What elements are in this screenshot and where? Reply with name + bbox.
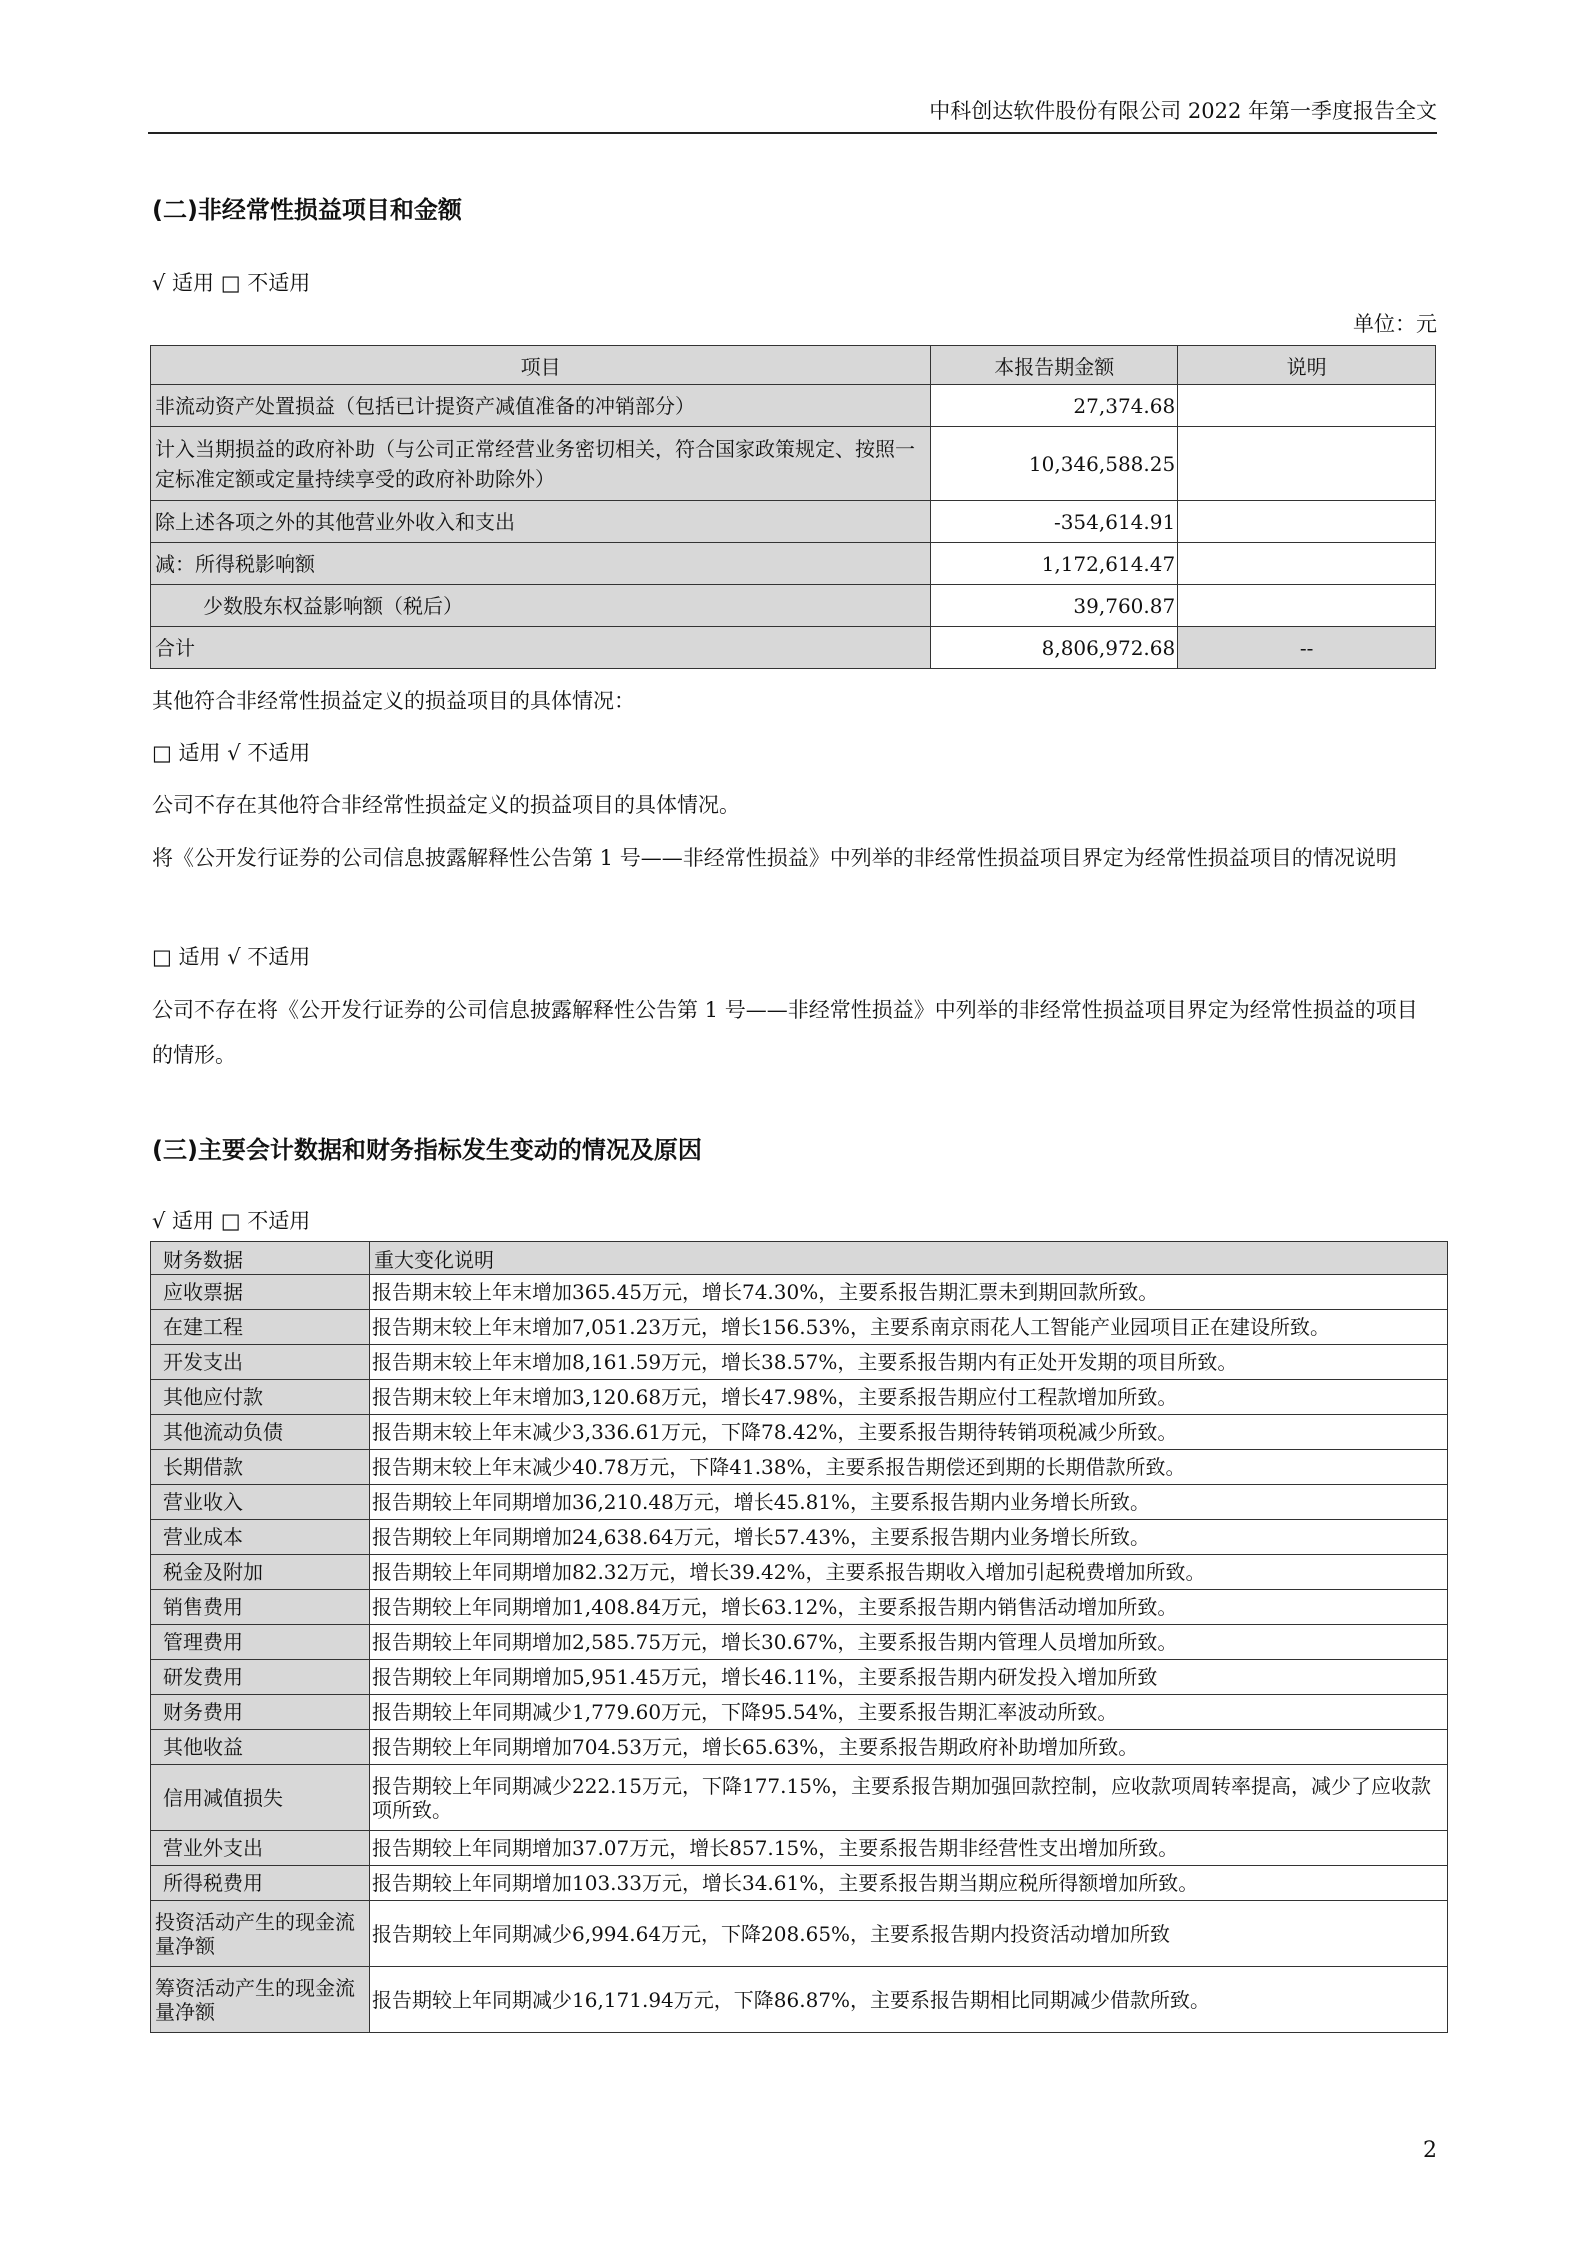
table-row [151, 543, 1436, 585]
row-financial-item: 营业收入 [151, 1485, 370, 1520]
table-row [151, 1555, 1448, 1590]
financial-changes-table [150, 1241, 1448, 2033]
table-row [151, 501, 1436, 543]
row-note [1178, 385, 1436, 427]
table-row [151, 585, 1436, 627]
row-change-description: 报告期末较上年末增加7,051.23万元，增长156.53%，主要系南京雨花人工智能产业园项目正在建设所致。 [370, 1310, 1448, 1345]
row-change-description: 报告期较上年同期增加5,951.45万元，增长46.11%，主要系报告期内研发投入增加所致 [370, 1660, 1448, 1695]
row-amount: 1,172,614.47 [931, 543, 1178, 585]
table-row [151, 1660, 1448, 1695]
table-row [151, 1485, 1448, 1520]
row-financial-item: 在建工程 [151, 1310, 370, 1345]
table-header-row [151, 346, 1436, 385]
nonrecurring-table [150, 345, 1436, 669]
row-item: 非流动资产处置损益（包括已计提资产减值准备的冲销部分） [151, 385, 931, 427]
row-financial-item: 研发费用 [151, 1660, 370, 1695]
row-change-description: 报告期末较上年末增加3,120.68万元，增长47.98%，主要系报告期应付工程款增加所致。 [370, 1380, 1448, 1415]
section3-heading: (三)主要会计数据和财务指标发生变动的情况及原因 [152, 1136, 702, 1164]
row-financial-item: 投资活动产生的现金流量净额 [151, 1901, 370, 1967]
row-amount: 27,374.68 [931, 385, 1178, 427]
table-row [151, 1520, 1448, 1555]
paragraph-other-items: 其他符合非经常性损益定义的损益项目的具体情况： [152, 689, 635, 713]
row-financial-item: 营业外支出 [151, 1831, 370, 1866]
row-change-description: 报告期较上年同期增加1,408.84万元，增长63.12%，主要系报告期内销售活动增加所致。 [370, 1590, 1448, 1625]
table-row [151, 1380, 1448, 1415]
row-change-description: 报告期较上年同期减少16,171.94万元，下降86.87%，主要系报告期相比同期减少借款所致。 [370, 1967, 1448, 2033]
row-change-description: 报告期末较上年末增加8,161.59万元，增长38.57%，主要系报告期内有正处开发期的项目所致。 [370, 1345, 1448, 1380]
paragraph-applicability: □ 适用 √ 不适用 [152, 945, 311, 969]
table-row [151, 1590, 1448, 1625]
col-header-item: 项目 [151, 346, 931, 385]
section3-applicability: √ 适用 □ 不适用 [152, 1209, 311, 1233]
row-change-description: 报告期较上年同期减少6,994.64万元，下降208.65%，主要系报告期内投资活动增加所致 [370, 1901, 1448, 1967]
table-row [151, 1967, 1448, 2033]
row-change-description: 报告期较上年同期增加36,210.48万元，增长45.81%，主要系报告期内业务增长所致。 [370, 1485, 1448, 1520]
row-change-description: 报告期末较上年末增加365.45万元，增长74.30%，主要系报告期汇票未到期回款所致。 [370, 1275, 1448, 1310]
table-row [151, 1310, 1448, 1345]
col-header-change-description: 重大变化说明 [370, 1242, 1448, 1275]
row-financial-item: 信用减值损失 [151, 1765, 370, 1831]
row-change-description: 报告期较上年同期减少1,779.60万元，下降95.54%，主要系报告期汇率波动所致。 [370, 1695, 1448, 1730]
row-amount: 39,760.87 [931, 585, 1178, 627]
paragraph-applicability: □ 适用 √ 不适用 [152, 741, 311, 765]
row-item: 合计 [151, 627, 931, 669]
table-total-row [151, 627, 1436, 669]
table-row [151, 1901, 1448, 1967]
row-note: -- [1178, 627, 1436, 669]
row-financial-item: 销售费用 [151, 1590, 370, 1625]
row-note [1178, 585, 1436, 627]
row-financial-item: 其他应付款 [151, 1380, 370, 1415]
row-note [1178, 427, 1436, 501]
section2-heading: (二)非经常性损益项目和金额 [152, 196, 462, 224]
table-row [151, 385, 1436, 427]
row-change-description: 报告期较上年同期增加37.07万元，增长857.15%，主要系报告期非经营性支出增加所致。 [370, 1831, 1448, 1866]
paragraph-no-other-items: 公司不存在其他符合非经常性损益定义的损益项目的具体情况。 [152, 793, 740, 817]
row-change-description: 报告期较上年同期增加704.53万元，增长65.63%，主要系报告期政府补助增加所致。 [370, 1730, 1448, 1765]
row-change-description: 报告期较上年同期增加24,638.64万元，增长57.43%，主要系报告期内业务增长所致。 [370, 1520, 1448, 1555]
row-change-description: 报告期较上年同期减少222.15万元，下降177.15%，主要系报告期加强回款控制，应收款项周转率提高，减少了应收款项所致。 [370, 1765, 1448, 1831]
table-row [151, 1866, 1448, 1901]
row-item: 计入当期损益的政府补助（与公司正常经营业务密切相关，符合国家政策规定、按照一定标准定额或定量持续享受的政府补助除外） [151, 427, 931, 501]
paragraph-reclassification-note: 将《公开发行证券的公司信息披露解释性公告第 1 号——非经常性损益》中列举的非经常性损益项目界定为经常性损益项目的情况说明 [152, 846, 1397, 870]
table-row [151, 1730, 1448, 1765]
section2-applicability: √ 适用 □ 不适用 [152, 271, 311, 295]
row-change-description: 报告期较上年同期增加103.33万元，增长34.61%，主要系报告期当期应税所得额增加所致。 [370, 1866, 1448, 1901]
paragraph-no-reclassification: 公司不存在将《公开发行证券的公司信息披露解释性公告第 1 号——非经常性损益》中列举的非经常性损益项目界定为经常性损益的项目的情形。 [152, 998, 1418, 1067]
row-financial-item: 长期借款 [151, 1450, 370, 1485]
table-row [151, 1275, 1448, 1310]
table-row [151, 1695, 1448, 1730]
row-amount: 10,346,588.25 [931, 427, 1178, 501]
row-change-description: 报告期末较上年末减少40.78万元，下降41.38%，主要系报告期偿还到期的长期借款所致。 [370, 1450, 1448, 1485]
table-row [151, 1831, 1448, 1866]
row-change-description: 报告期较上年同期增加82.32万元，增长39.42%，主要系报告期收入增加引起税费增加所致。 [370, 1555, 1448, 1590]
table-row [151, 1450, 1448, 1485]
row-financial-item: 应收票据 [151, 1275, 370, 1310]
row-financial-item: 开发支出 [151, 1345, 370, 1380]
page-number: 2 [1423, 2138, 1437, 2163]
row-financial-item: 筹资活动产生的现金流量净额 [151, 1967, 370, 2033]
unit-label: 单位：元 [1353, 312, 1437, 336]
table-row [151, 1765, 1448, 1831]
row-financial-item: 财务费用 [151, 1695, 370, 1730]
page-header [148, 96, 1437, 134]
row-item: 除上述各项之外的其他营业外收入和支出 [151, 501, 931, 543]
row-amount: 8,806,972.68 [931, 627, 1178, 669]
row-financial-item: 所得税费用 [151, 1866, 370, 1901]
row-financial-item: 其他流动负债 [151, 1415, 370, 1450]
table-header-row [151, 1242, 1448, 1275]
row-financial-item: 其他收益 [151, 1730, 370, 1765]
table-row [151, 1625, 1448, 1660]
table-row [151, 1415, 1448, 1450]
row-item: 少数股东权益影响额（税后） [151, 585, 931, 627]
col-header-amount: 本报告期金额 [931, 346, 1178, 385]
table-row [151, 427, 1436, 501]
row-note [1178, 543, 1436, 585]
row-note [1178, 501, 1436, 543]
row-financial-item: 税金及附加 [151, 1555, 370, 1590]
table-row [151, 1345, 1448, 1380]
row-change-description: 报告期较上年同期增加2,585.75万元，增长30.67%，主要系报告期内管理人员增加所致。 [370, 1625, 1448, 1660]
row-item: 减：所得税影响额 [151, 543, 931, 585]
col-header-financial-data: 财务数据 [151, 1242, 370, 1275]
row-change-description: 报告期末较上年末减少3,336.61万元，下降78.42%，主要系报告期待转销项税减少所致。 [370, 1415, 1448, 1450]
row-financial-item: 营业成本 [151, 1520, 370, 1555]
report-title: 中科创达软件股份有限公司 2022 年第一季度报告全文 [929, 99, 1437, 123]
row-financial-item: 管理费用 [151, 1625, 370, 1660]
row-amount: -354,614.91 [931, 501, 1178, 543]
col-header-note: 说明 [1178, 346, 1436, 385]
